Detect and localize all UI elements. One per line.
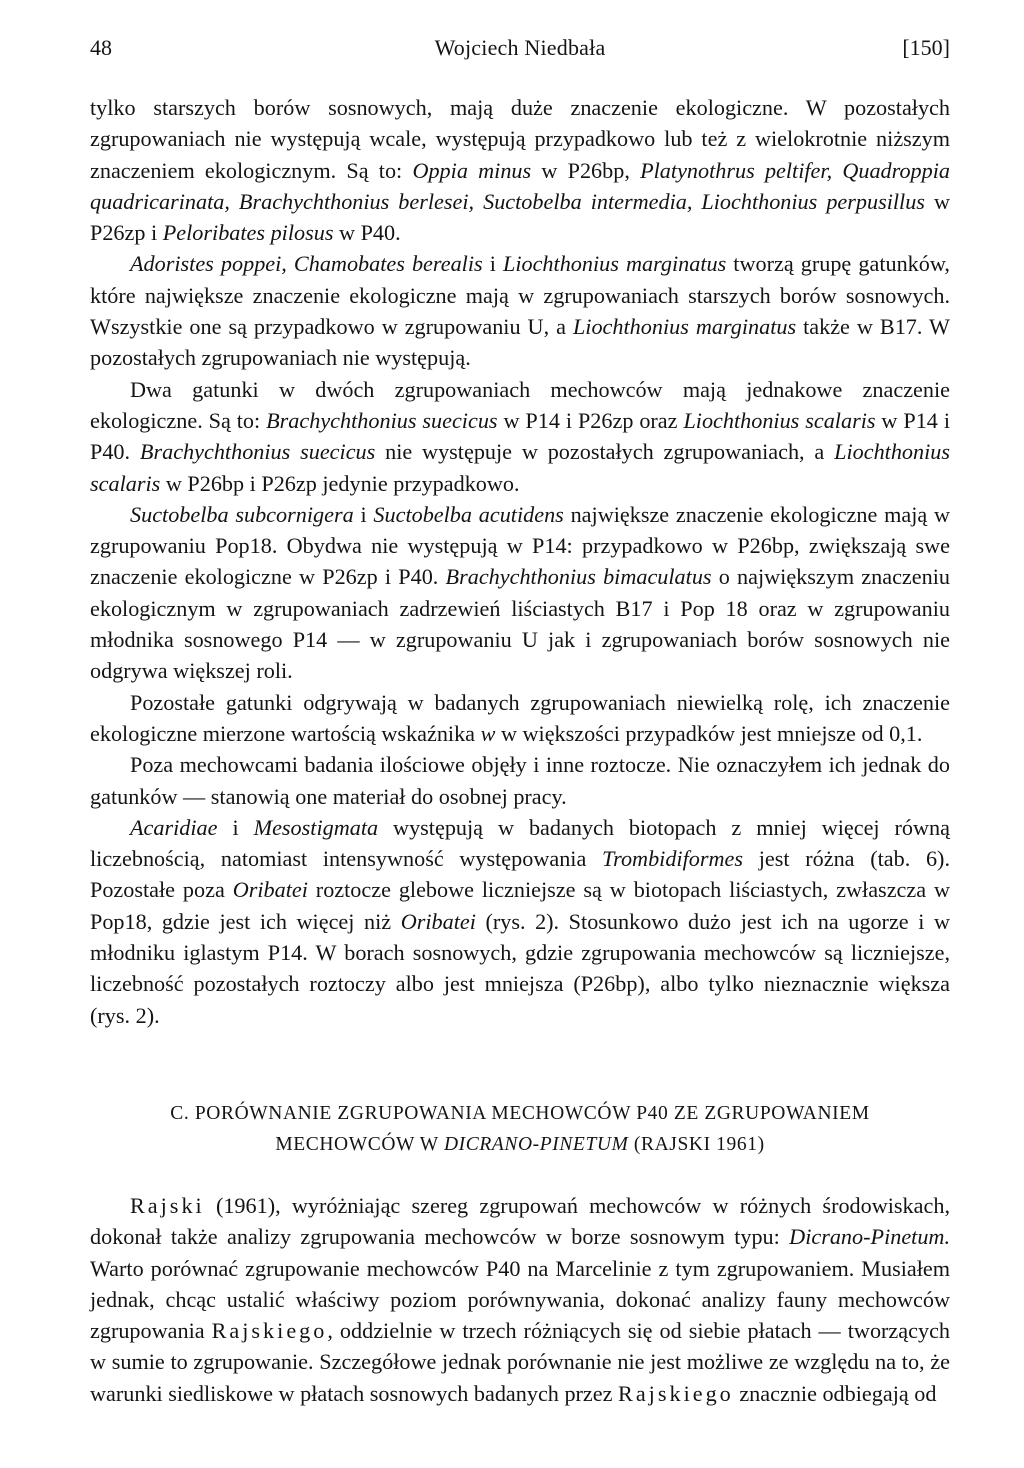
- italic-taxon-name: Oppia minus: [412, 157, 532, 183]
- italic-taxon-name: Suctobelba subcornigera: [130, 501, 354, 527]
- text-run: , oddzielnie w trzech różniących się od siebie płatach — tworzących w sumie to zgrupowanie. Szczegółowe jednak porównanie nie jest możliwe ze względu na to, że warunki siedliskowe w płatach sosnowych badanych przez: [90, 1318, 951, 1406]
- text-run: roztocze glebowe liczniejsze są w biotopach liściastych, zwłaszcza w Pop18, gdzie jest ich więcej niż: [90, 877, 951, 934]
- italic-taxon-name: w: [480, 720, 496, 746]
- spaced-author-name: Rajskiego: [211, 1318, 328, 1344]
- text-run: Pozostałe gatunki odgrywają w badanych zgrupowaniach niewielką rolę, ich znaczenie ekologiczne mierzone wartością wskaźnika: [90, 689, 950, 746]
- folio-number: [150]: [902, 35, 950, 60]
- running-head-author: Wojciech Niedbała: [434, 35, 606, 60]
- text-run: tworzą grupę gatunków, które największe znaczenie ekologiczne mają w zgrupowaniach starszych borów sosnowych. Wszystkie one są przypadkowo w zgrupowaniu U, a: [90, 251, 950, 340]
- spaced-author-name: Rajskiego: [618, 1380, 734, 1406]
- text-run: w P26bp i P26zp jedynie przypadkowo.: [160, 470, 520, 496]
- paragraph: [90, 749, 950, 812]
- section-heading-line2: [90, 1129, 950, 1160]
- text-run: Warto porównać zgrupowanie mechowców P40 na Marcelinie z tym zgrupowaniem. Musiałem jednak, chcąc ustalić właściwy poziom porównywania, dokonać analizy fauny mechowców zgrupowania: [90, 1255, 950, 1344]
- page: [90, 28, 950, 1409]
- text-run: o największym znaczeniu ekologicznym w zgrupowaniach zadrzewień liściastych B17 i Pop 18 oraz w zgrupowaniu młodnika sosnowego P14 — w zgrupowaniu U jak i zgrupowaniach borów sosnowych nie odgrywa większej roli.: [90, 564, 950, 684]
- text-run: i: [353, 501, 374, 527]
- section-heading: [90, 1098, 950, 1160]
- text-run: także w B17. W pozostałych zgrupowaniach nie występują.: [90, 314, 950, 371]
- italic-taxon-name: Acaridiae: [130, 814, 218, 840]
- italic-taxon-name: Liochthonius scalaris: [683, 407, 876, 433]
- section-heading-italic: DICRANO-PINETUM: [443, 1133, 629, 1155]
- text-run: i: [482, 251, 503, 277]
- text-run: tylko starszych borów sosnowych, mają duże znaczenie ekologiczne. W pozostałych zgrupowaniach nie występują wcale, występują przypadkowo lub też z wielokrotnie niższym znaczeniem ekologicznym. Są to:: [90, 95, 950, 183]
- italic-taxon-name: Trombidiformes: [602, 846, 743, 872]
- text-run: w P26bp,: [531, 157, 641, 183]
- body-text: [90, 92, 950, 1409]
- text-run: w większości przypadków jest mniejsze od 0,1.: [495, 720, 923, 746]
- text-run: w P40.: [333, 220, 401, 246]
- italic-taxon-name: Peloribates pilosus: [162, 220, 334, 246]
- italic-taxon-name: Liochthonius marginatus: [572, 314, 797, 340]
- italic-taxon-name: Oribatei: [400, 908, 476, 934]
- text-run: (rys. 2). Stosunkowo dużo jest ich na ugorze i w młodniku iglastym P14. W borach sosnowych, gdzie zgrupowania mechowców są liczniejsze, liczebność pozostałych roztoczy albo jest mniejsza (P26bp), albo tylko nieznacznie większa (rys. 2).: [90, 908, 950, 1028]
- italic-taxon-name: Brachychthonius suecicus: [139, 439, 376, 465]
- text-run: jest różna (tab. 6). Pozostałe poza: [90, 846, 950, 903]
- italic-taxon-name: Brachychthonius bimaculatus: [445, 564, 712, 590]
- text-run: nie występuje w pozostałych zgrupowaniach, a: [375, 439, 835, 465]
- italic-taxon-name: Mesostigmata: [253, 814, 379, 840]
- paragraph: [90, 812, 950, 1031]
- section-heading-pre: MECHOWCÓW W: [275, 1133, 444, 1155]
- section-heading-line1: C. PORÓWNANIE ZGRUPOWANIA MECHOWCÓW P40 ZE ZGRUPOWANIEM: [170, 1102, 870, 1124]
- text-run: Poza mechowcami badania ilościowe objęły i inne roztocze. Nie oznaczyłem ich jednak do gatunków — stanowią one materiał do osobnej pracy.: [90, 752, 950, 809]
- paragraph: [90, 1190, 950, 1409]
- running-header: [90, 28, 950, 68]
- paragraph: [90, 374, 950, 499]
- text-run: występują w badanych biotopach z mniej więcej równą liczebnością, natomiast intensywność występowania: [90, 814, 950, 872]
- paragraph: [90, 248, 950, 373]
- spaced-author-name: Rajski: [130, 1192, 205, 1218]
- text-run: w P26zp i: [90, 188, 950, 246]
- italic-taxon-name: Platynothrus peltifer, Quadroppia quadricarinata, Brachychthonius berlesei, Suctobelba intermedia, Liochthonius perpusillus: [90, 157, 950, 214]
- italic-taxon-name: Adoristes poppei, Chamobates berealis: [130, 251, 483, 277]
- section-heading-post: (RAJSKI 1961): [628, 1133, 765, 1155]
- paragraph: [90, 499, 950, 687]
- text-run: największe znaczenie ekologiczne mają w zgrupowaniu Pop18. Obydwa nie występują w P14: przypadkowo w P26bp, zwiększają swe znaczenie ekologiczne w P26zp i P40.: [90, 501, 951, 590]
- italic-taxon-name: Dicrano-Pinetum.: [789, 1224, 950, 1250]
- text-run: znacznie odbiegają od: [733, 1380, 937, 1406]
- italic-taxon-name: Liochthonius marginatus: [502, 251, 727, 277]
- italic-taxon-name: Oribatei: [232, 877, 308, 903]
- italic-taxon-name: Liochthonius scalaris: [90, 439, 951, 496]
- text-run: (1961), wyróżniając szereg zgrupowań mechowców w różnych środowiskach, dokonał także analizy zgrupowania mechowców w borze sosnowym typu:: [90, 1192, 950, 1250]
- page-number: 48: [90, 35, 112, 60]
- italic-taxon-name: Suctobelba acutidens: [373, 501, 564, 527]
- text-run: w P14 i P40.: [90, 407, 950, 465]
- text-run: w P14 i P26zp oraz: [497, 407, 684, 433]
- paragraph: [90, 687, 950, 750]
- text-run: i: [217, 814, 254, 840]
- text-run: Dwa gatunki w dwóch zgrupowaniach mechowców mają jednakowe znaczenie ekologiczne. Są to:: [90, 376, 950, 433]
- italic-taxon-name: Brachychthonius suecicus: [266, 407, 498, 433]
- paragraph: [90, 92, 950, 248]
